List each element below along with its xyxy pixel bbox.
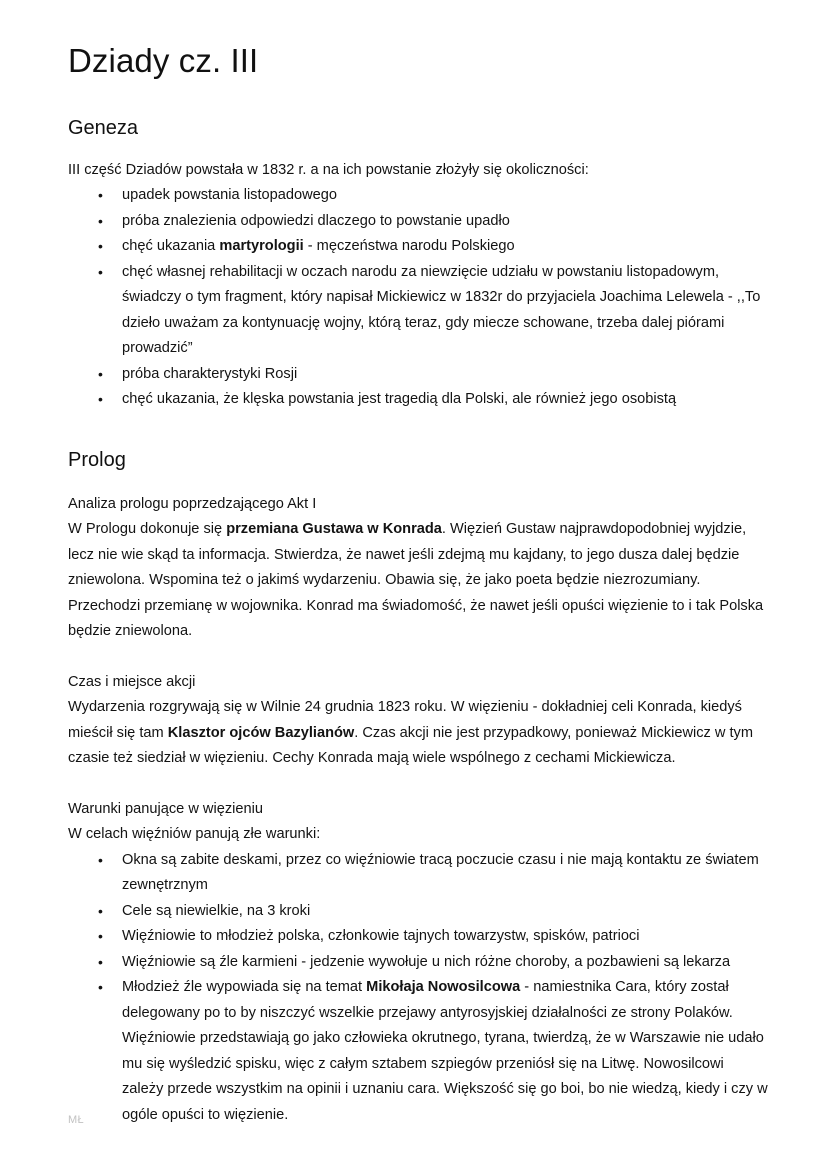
prison-conditions-label: Warunki panujące w więzieniu	[68, 800, 263, 817]
list-item-text-tail: - męczeństwa narodu Polskiego	[303, 238, 515, 255]
document-content	[68, 40, 768, 1128]
list-item	[68, 950, 768, 976]
list-item-text: Więźniowie to młodzież polska, członkowie tajnych towarzystw, spisków, patrioci	[122, 928, 640, 945]
list-item-bold: Mikołaja Nowosilcowa	[366, 979, 521, 996]
section-heading-geneza: Geneza	[68, 117, 139, 140]
spacer	[68, 81, 768, 115]
footer-author-mark: MŁ	[68, 1114, 84, 1126]
spacer	[68, 772, 768, 797]
list-item-bold: martyrologii	[219, 238, 304, 255]
list-item	[68, 975, 768, 1128]
prison-conditions-bullet-list	[68, 848, 768, 1129]
prison-conditions-intro: W celach więźniów panują złe warunki:	[68, 826, 321, 843]
spacer	[68, 473, 768, 492]
paragraph-text-tail: . Czas akcji nie jest przypadkowy, ponieważ Mickiewicz w tym czasie też siedział w więzieniu. Cechy Konrada mają wiele wspólnego z cechami Mickiewicza.	[68, 724, 754, 767]
prolog-analysis-label: Analiza prologu poprzedzającego Akt I	[68, 495, 317, 512]
list-item	[68, 899, 768, 925]
prolog-paragraph-time-place	[68, 695, 768, 772]
list-item-text: Więźniowie są źle karmieni - jedzenie wywołuje u nich różne choroby, a pozbawieni są lekarza	[122, 953, 731, 970]
list-item-text: upadek powstania listopadowego	[122, 187, 338, 204]
list-item-text: Cele są niewielkie, na 3 kroki	[122, 902, 311, 919]
list-item-text: Młodzież źle wypowiada się na temat	[122, 979, 367, 996]
list-item	[68, 924, 768, 950]
geneza-intro-text: III część Dziadów powstała w 1832 r. a na ich powstanie złożyły się okoliczności:	[68, 162, 589, 179]
prolog-paragraph-transformation	[68, 517, 768, 645]
list-item	[68, 234, 768, 260]
geneza-bullet-list	[68, 183, 768, 413]
page-title: Dziady cz. III	[68, 42, 259, 79]
list-item-text: chęć własnej rehabilitacji w oczach narodu za niewzięcie udziału w powstaniu listopadowym, świadczy o tym fragment, który napisał Mickiewicz w 1832r do przyjaciela Joachima Lelewela - ,,To dzieło uważam za kontynuację wojny, którą teraz, gdy miecze schowane, trzeba dalej piórami prowadzić”	[122, 263, 761, 357]
list-item	[68, 183, 768, 209]
spacer	[68, 645, 768, 670]
list-item-text: próba charakterystyki Rosji	[122, 365, 298, 382]
list-item-text: chęć ukazania, że klęska powstania jest tragedią dla Polski, ale również jego osobistą	[122, 391, 677, 408]
list-item	[68, 848, 768, 899]
paragraph-bold: przemiana Gustawa w Konrada	[226, 521, 442, 538]
paragraph-text: W Prologu dokonuje się	[68, 521, 227, 538]
list-item	[68, 387, 768, 413]
spacer	[68, 413, 768, 447]
list-item	[68, 209, 768, 235]
list-item-text: Okna są zabite deskami, przez co więźniowie tracą poczucie czasu i nie mają kontaktu ze światem zewnętrznym	[122, 851, 759, 894]
section-heading-prolog: Prolog	[68, 448, 126, 471]
list-item-text-tail: - namiestnika Cara, który został delegowany po to by niszczyć wszelkie przejawy antyrosyjskiej działalności ze strony Polaków. Więźniowie przedstawiają go jako człowieka okrutnego, tyrana, twierdzą, że w Warszawie nie udało mu się wyśledzić spisku, więc z całym sztabem szpiegów przeniósł się na Litwę. Nowosilcowi zależy przede wszystkim na opinii i uznaniu cara. Większość się go boi, bo nie wiedzą, kiedy i czy w ogóle opuści to więzienie.	[122, 979, 768, 1123]
paragraph-bold: Klasztor ojców Bazylianów	[167, 724, 355, 741]
list-item	[68, 362, 768, 388]
paragraph-text: Wydarzenia rozgrywają się w Wilnie 24 grudnia 1823 roku. W więzieniu - dokładniej celi Konrada, kiedyś mieścił się tam	[68, 699, 742, 741]
spacer	[68, 141, 768, 158]
paragraph-text-tail: . Więzień Gustaw najprawdopodobniej wyjdzie, lecz nie wie skąd ta informacja. Stwierdza, że nawet jeśli zdejmą mu kajdany, to jego dusza dalej będzie zniewolona. Wspomina też o jakimś wydarzeniu. Obawia się, że jako poeta będzie niezrozumiany. Przechodzi przemianę w wojownika. Konrad ma świadomość, że nawet jeśli opuści więzienie to i tak Polska będzie zniewolona.	[68, 521, 764, 640]
list-item	[68, 260, 768, 362]
list-item-text: chęć ukazania	[122, 238, 220, 255]
time-place-label: Czas i miejsce akcji	[68, 673, 196, 690]
list-item-text: próba znalezienia odpowiedzi dlaczego to powstanie upadło	[122, 212, 510, 229]
